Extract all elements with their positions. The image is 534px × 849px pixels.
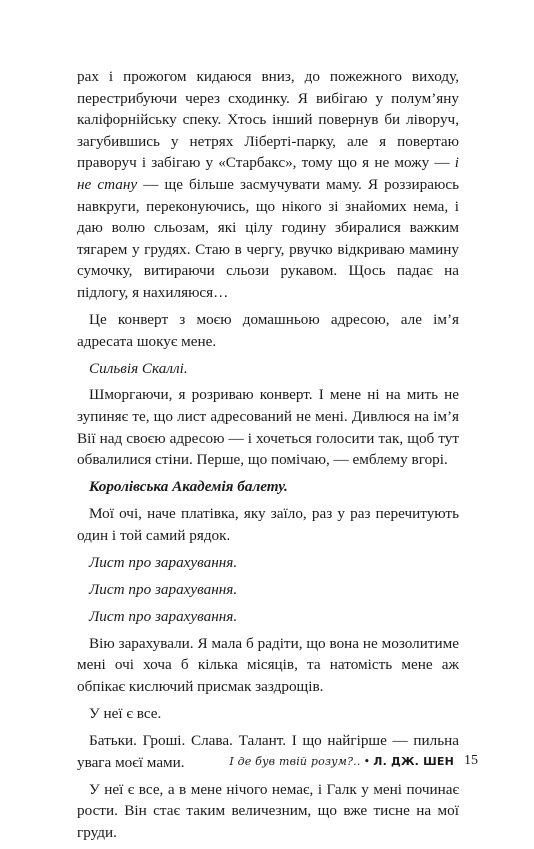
paragraph: У неї є все. bbox=[89, 704, 162, 722]
author-name: Л. ДЖ. ШЕН bbox=[373, 755, 454, 768]
paragraph: У неї є все, а в мене нічого немає, і Галк у мені починає рости. Він стає таким величезним, що вже тисне на мої груди. bbox=[77, 780, 459, 841]
paragraph-letter-line: Лист про зарахування. bbox=[89, 553, 238, 571]
page-footer bbox=[0, 753, 534, 771]
paragraph: Шморгаючи, я розриваю конверт. І мене ні на мить не зупиняє те, що лист адресований не мені. Дивлюся на ім’я Вії над своєю адресою — і хочеться голосити так, щоб тут обвалилися стіни. Перше, що помічаю, — емблему вгорі. bbox=[77, 386, 459, 469]
paragraph: Батьки. Гроші. Слава. Талант. І що найгірше — пильна увага моєї мами. bbox=[77, 731, 459, 771]
page-body-text bbox=[77, 66, 459, 849]
emphasis-text: і не стану bbox=[77, 154, 459, 193]
paragraph: Вію зарахували. Я мала б радіти, що вона не мозолитиме мені очі хоча б кілька місяців, та натомість мене аж обпікає кислючий присмак заздрощів. bbox=[77, 634, 459, 695]
paragraph-letter-line: Лист про зарахування. bbox=[89, 607, 238, 625]
paragraph: Це конверт з моєю домашньою адресою, але ім’я адресата шокує мене. bbox=[77, 310, 459, 350]
paragraph: рах і прожогом кидаюся вниз, до пожежного виходу, перестрибуючи через сходинку. Я вибігаю у полум’яну каліфорнійську спеку. Хтось інший повернув би ліворуч, загубившись у нетрях Ліберті-парку, але я повертаю праворуч і забігаю у «Старбакс», тому що я не можу — і не стану — ще більше засмучувати маму. Я роззираюсь навкруги, переконуючись, що нікого зі знайомих нема, і даю волю сльозам, які цілу годину збиралися важким тягарем у грудях. Стаю в чергу, рвучко відкриваю мамину сумочку, витираючи сльози рукавом. Щось падає на підлогу, я нахиляюся… bbox=[77, 68, 460, 301]
paragraph: Мої очі, наче платівка, яку заїло, раз у раз перечитують один і той самий рядок. bbox=[77, 505, 459, 544]
paragraph-emblem: Королівська Академія балету. bbox=[89, 478, 288, 496]
footer-bullet: • bbox=[363, 755, 371, 768]
page-number: 15 bbox=[464, 753, 478, 768]
running-title: І де був твій розум?.. • Л. ДЖ. ШЕН bbox=[229, 755, 454, 768]
paragraph-name: Сильвія Скаллі. bbox=[89, 359, 188, 377]
paragraph-letter-line: Лист про зарахування. bbox=[89, 580, 238, 598]
